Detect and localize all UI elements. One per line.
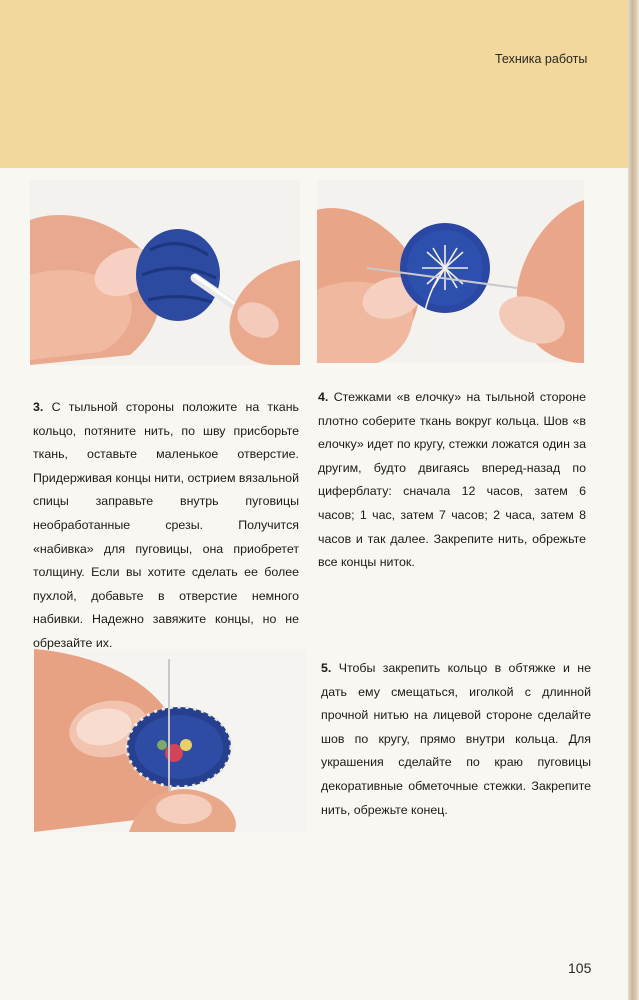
step-5-photo [34,649,307,832]
step-4-photo [317,180,584,363]
section-title: Техника работы [495,52,588,66]
step-number: 4. [318,390,329,404]
step-number: 5. [321,661,332,675]
header-band [0,0,628,168]
step-3-text [33,396,299,656]
step-5-text [321,657,591,822]
finished-button-with-blanket-stitch-icon [34,649,307,832]
page-edge [628,0,639,1000]
step-4-text [318,386,586,575]
step-description: С тыльной стороны положите на ткань кольцо, потяните нить, по шву присборьте ткань, оставьте маленькое отверстие. Придерживая концы нити, острием вязальной спицы заправьте внутрь пуговицы необработанные срезы. Получится «набивка» для пуговицы, она приобретет толщину. Если вы хотите сделать ее более пухлой, добавьте в отверстие немного набивки. Надежно завяжите концы, но не обрезайте их. [33,400,299,650]
ring-with-herringbone-stitches-icon [317,180,584,363]
fabric-ring-gathered-with-knitting-needle-icon [30,180,300,365]
page-number: 105 [568,960,592,976]
step-description: Чтобы закрепить кольцо в обтяжке и не дать ему смещаться, иголкой с длинной прочной нитью на лицевой стороне сделайте шов по кругу, прямо внутри кольца. Для украшения сделайте по краю пуговицы декоративные обметочные стежки. Закрепите нить, обрежьте конец. [321,661,591,817]
step-description: Стежками «в елочку» на тыльной стороне плотно соберите ткань вокруг кольца. Шов «в елочку» идет по кругу, стежки ложатся один за другим, будто двигаясь вперед-назад по циферблату: сначала 12 часов, затем 6 часов; 1 час, затем 7 часов; 2 часа, затем 8 часов и так далее. Закрепите нить, обрежьте все концы ниток. [318,390,586,570]
step-3-photo [30,180,300,365]
step-number: 3. [33,400,44,414]
